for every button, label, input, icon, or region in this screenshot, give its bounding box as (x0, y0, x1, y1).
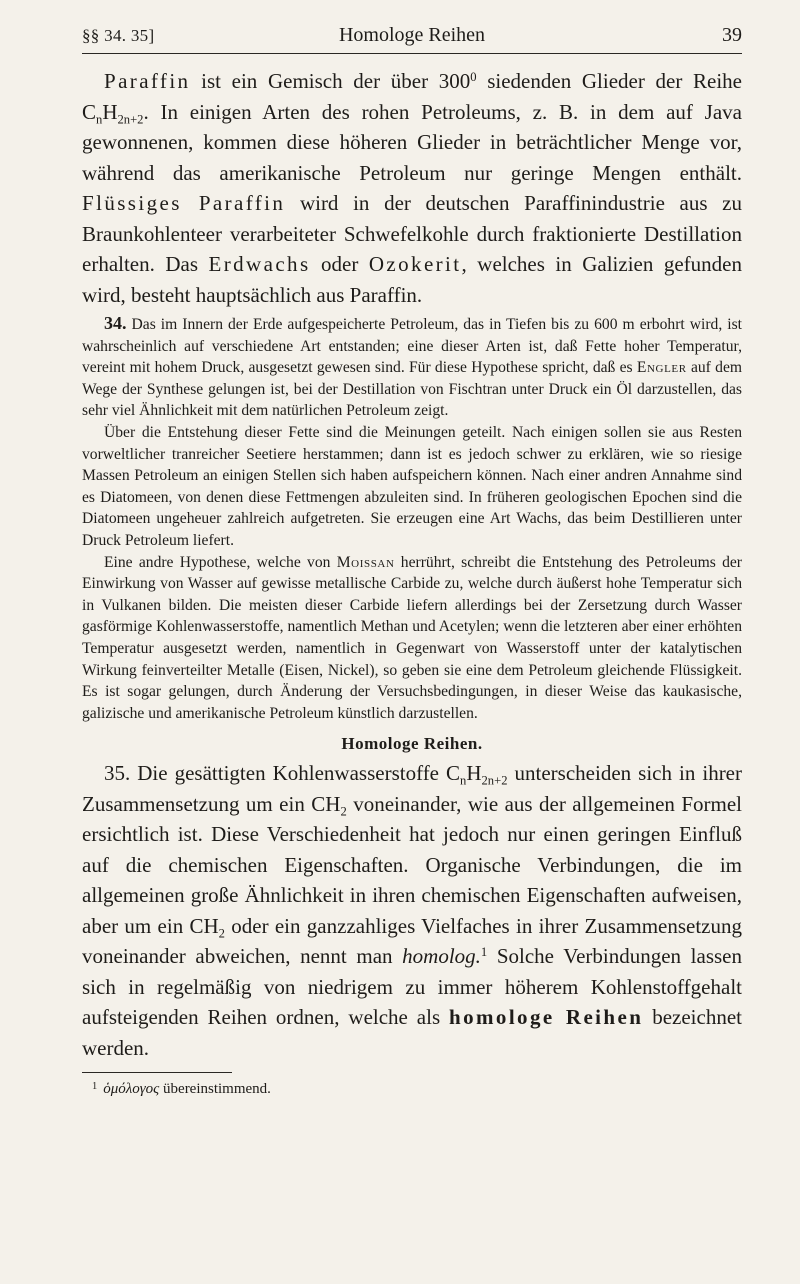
section-34-paragraph-3: Eine andre Hypothese, welche von Moissan herrührt, schreibt die Entstehung des Petroleums der Einwirkung von Wasser auf gewisse metallische Carbide zu, welche durch äußerst hohe Temperatur sich in Vulkanen bilden. Die meisten dieser Carbide liefern allerdings bei der Zersetzung durch Wasser gasförmige Kohlenwasserstoffe, namentlich Methan und Acetylen; wenn die letzteren aber einer erhöhten Temperatur ausgesetzt werden, namentlich in Gegenwart von Wasserstoff unter der katalytischen Wirkung feinverteilter Metalle (Eisen, Nickel), so geben sie eine dem Petroleum gleichende Flüssigkeit. Es ist sogar gelungen, durch Änderung der Versuchsbedingungen, in dieser Weise das kaukasische, galizische und amerikanische Petroleum künstlich darzustellen. (82, 553, 742, 722)
paragraph-paraffin: Paraffin ist ein Gemisch der über $300^0$ siedenden Glieder der Reihe $C_nH_{2n+2}$. In einigen Arten des rohen Petroleums, z. B. in dem auf Java gewonnenen, kommen diese höheren Glieder in beträchtlicher Menge vor, während das amerikanische Petroleum nur geringe Mengen enthält. Flüssiges Paraffin wird in der deutschen Paraffinindustrie aus zu Braunkohlenteer verarbeiteter Schwefelkohle durch fraktionierte Destillation erhalten. Das Erdwachs oder Ozokerit, welches in Galizien gefunden wird, besteht hauptsächlich aus Paraffin. (82, 69, 742, 307)
term-homolog: homolog. (402, 944, 481, 969)
section-34-paragraph-2: Über die Entstehung dieser Fette sind die Meinungen geteilt. Nach einigen sollen sie aus Resten vorweltlicher tranreicher Seetiere herstammen; dann ist es jedoch schwer zu erklären, wie so riesige Massen Petroleum an einigen Stellen sich haben aufspeichern können. Nach einer andren Annahme sind es Diatomeen, von denen diese Fettmengen abzuleiten sind. In früheren geologischen Epochen sind die Diatomeen ungeheuer zahlreich aufgetreten. Sie erzeugen eine Art Wachs, das beim Destillieren unter Druck Petroleum liefert. (82, 423, 742, 549)
page-number: 39 (722, 24, 742, 46)
footnote-mark: 1 (92, 1080, 98, 1092)
section-35-paragraph: 35. Die gesättigten Kohlenwasserstoffe $C_nH_{2n+2}$ unterscheiden sich in ihrer Zusammensetzung um ein $CH_2$ voneinander, wie aus der allgemeinen Formel ersichtlich ist. Diese Verschiedenheit hat jedoch nur einen geringen Einfluß auf die chemischen Eigenschaften. Organische Verbindungen, die im allgemeinen große Ähnlichkeit in ihren chemischen Eigenschaften aufweisen, aber um ein $CH_2$ oder ein ganzzahliges Vielfaches in ihrer Zusammensetzung voneinander abweichen, nennt man homolog.$^1$ Solche Verbindungen lassen sich in regelmäßig von niedrigem zu immer höherem Kohlenstoffgehalt aufsteigenden Reihen ordnen, welche als homologe Reihen bezeichnet werden. (82, 761, 742, 1060)
running-head (82, 22, 742, 52)
page-body (82, 66, 742, 1099)
footnote-reference: 1 (480, 945, 488, 960)
chapter-title: Homologe Reihen (338, 24, 486, 46)
term-fluessiges-paraffin: Flüssiges Paraffin (82, 191, 286, 215)
author-engler: Engler (636, 359, 687, 377)
footnote: $^1$ ὁμόλογος übereinstimmend. (92, 1080, 271, 1098)
degree-mark: 0 (470, 70, 477, 85)
section-number-34: 34. (104, 313, 127, 333)
term-erdwachs: Erdwachs (208, 252, 311, 276)
header-rule (82, 53, 742, 54)
section-number-35: 35. (104, 761, 131, 786)
footnote-rule (82, 1072, 232, 1073)
greek-word: ὁμόλογος (103, 1081, 160, 1098)
section-heading: Homologe Reihen. (341, 734, 483, 754)
section-34 (82, 313, 742, 724)
term-paraffin: Paraffin (104, 69, 191, 93)
author-moissan: Moissan (336, 553, 395, 571)
term-ozokerit: Ozokerit (368, 252, 462, 276)
section-34-paragraph-1: 34. Das im Innern der Erde aufgespeicherte Petroleum, das in Tiefen bis zu 600 m erbohrt wird, ist wahrscheinlich auf verschiedene Art entstanden; eine dieser Arten ist, daß Fette hoher Temperatur, vereint mit hohem Druck, ausgesetzt gewesen sind. Für diese Hypothese spricht, daß es Engler auf dem Wege der Synthese gelungen ist, bei der Destillation von Fischtran unter Druck ein Öl darzustellen, das sehr viel Ähnlichkeit mit dem natürlichen Petroleum zeigt. (82, 313, 742, 420)
section-range: §§ 34. 35] (82, 26, 155, 45)
term-homologe-reihen: homologe Reihen (449, 1005, 644, 1030)
